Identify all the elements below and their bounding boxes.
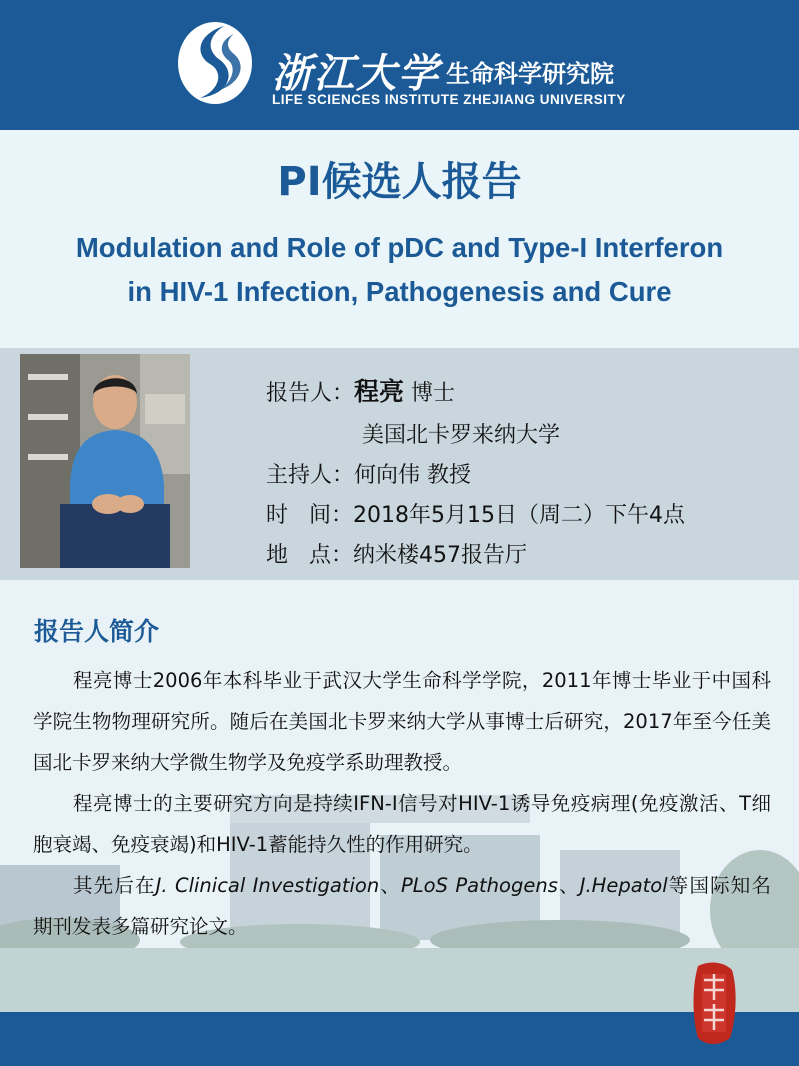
- bio-p3-pre: 其先后在: [73, 874, 156, 897]
- page-title: PI候选人报告: [277, 159, 522, 205]
- footer-bar: [0, 1012, 799, 1066]
- swirl-logo-icon: [176, 20, 254, 106]
- institute-name-cn: 生命科学研究院: [446, 60, 614, 88]
- time-line: 时 间：2018年5月15日（周二）下午4点: [266, 503, 685, 528]
- academic-seal-icon: [690, 960, 738, 1046]
- talk-title: [0, 226, 799, 314]
- institute-name-en: LIFE SCIENCES INSTITUTE ZHEJIANG UNIVERSITY: [272, 92, 626, 107]
- bio-paragraph-1: 程亮博士2006年本科毕业于武汉大学生命科学学院，2011年博士毕业于中国科学院生物物理研究所。随后在美国北卡罗来纳大学从事博士后研究，2017年至今任美国北卡罗来纳大学微生物学及免疫学系助理教授。: [33, 669, 771, 774]
- talk-title-line-2: in HIV-1 Infection, Pathogenesis and Cure: [127, 276, 672, 307]
- speaker-line: [266, 372, 455, 408]
- speaker-name: 程亮: [354, 377, 405, 406]
- bio-p3-post: 等国际知名期刊发表多篇研究论文。: [33, 874, 771, 938]
- talk-title-line-1: Modulation and Role of pDC and Type-I Interferon: [75, 232, 724, 263]
- bio-p3-sep-2: 、: [557, 874, 580, 897]
- university-name-cn: 浙江大学: [272, 50, 440, 97]
- bio-paragraph-3: [33, 865, 771, 947]
- host-line: 主持人：何向伟 教授: [266, 463, 471, 488]
- header-banner: [0, 0, 799, 130]
- speaker-affiliation: 美国北卡罗来纳大学: [362, 423, 561, 448]
- bio-paragraph-2: 程亮博士的主要研究方向是持续IFN-I信号对HIV-1诱导免疫病理(免疫激活、T细胞衰竭、免疫衰竭)和HIV-1蓄能持久性的作用研究。: [33, 792, 771, 856]
- bio-heading: 报告人简介: [34, 617, 160, 646]
- bio-p3-sep-1: 、: [379, 874, 402, 897]
- speaker-photo: [20, 354, 190, 568]
- journal-plos-pathogens: PLoS Pathogens: [401, 874, 558, 897]
- place-line: 地 点：纳米楼457报告厅: [266, 543, 527, 568]
- speaker-label: 报告人：: [266, 381, 355, 406]
- speaker-title: 博士: [404, 381, 456, 406]
- journal-jci: J. Clinical Investigation: [155, 874, 380, 897]
- journal-j-hepatol: J.Hepatol: [579, 874, 668, 897]
